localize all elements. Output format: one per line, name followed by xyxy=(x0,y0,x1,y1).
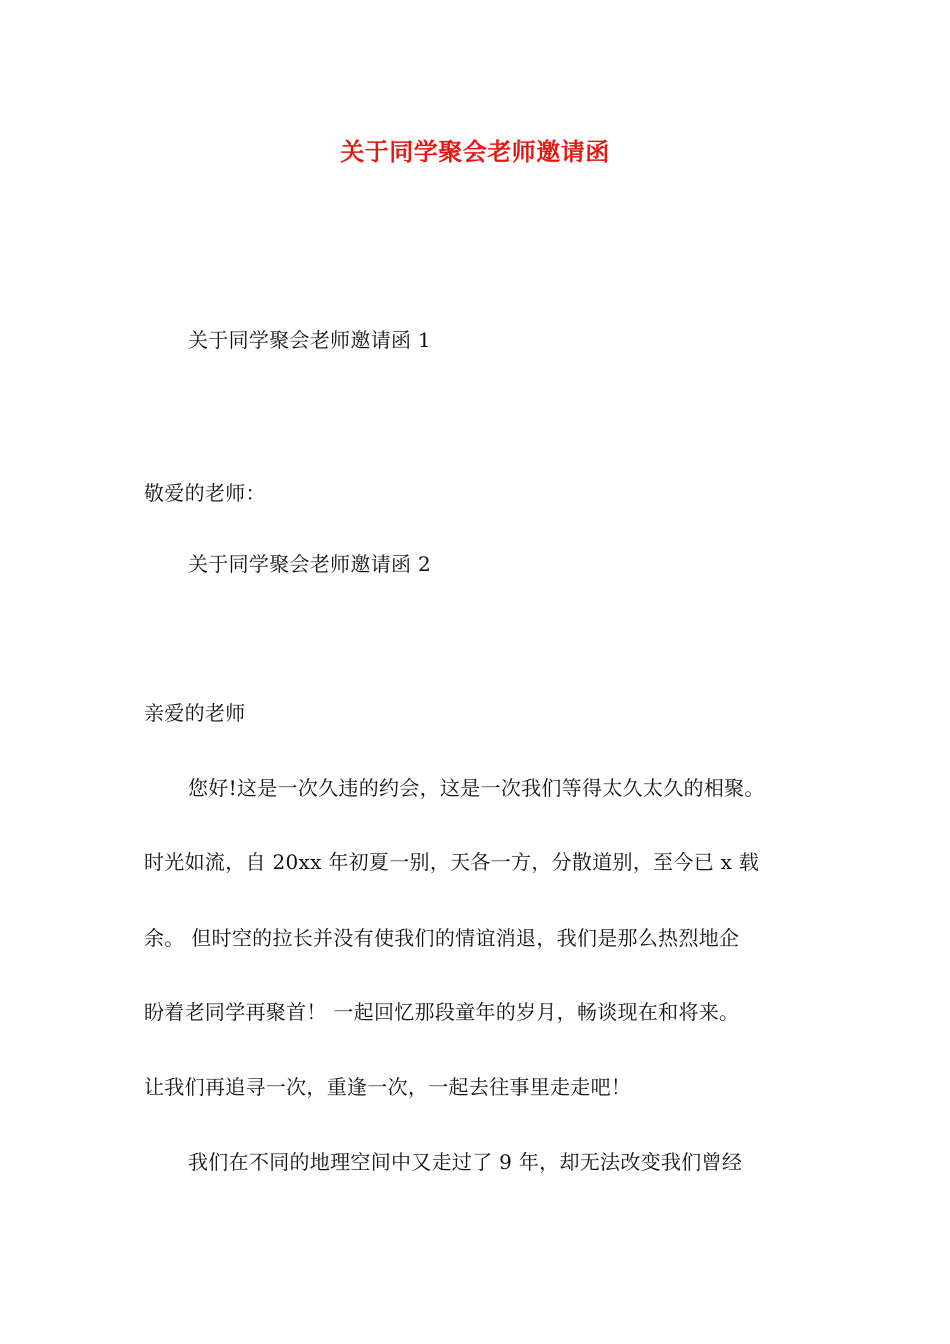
body-line-1: 您好!这是一次久违的约会，这是一次我们等得太久太久的相聚。 xyxy=(188,776,765,800)
body-line-2: 时光如流，自 20xx 年初夏一别，天各一方，分散道别，至今已 x 载 xyxy=(144,850,760,874)
salutation-1: 敬爱的老师： xyxy=(144,481,266,505)
section-heading-2: 关于同学聚会老师邀请函 2 xyxy=(188,552,431,576)
body-line-6: 我们在不同的地理空间中又走过了 9 年，却无法改变我们曾经 xyxy=(188,1150,743,1174)
body-line-4: 盼着老同学再聚首！ 一起回忆那段童年的岁月，畅谈现在和将来。 xyxy=(144,1000,740,1024)
body-line-5: 让我们再追寻一次，重逢一次，一起去往事里走走吧！ xyxy=(144,1075,632,1099)
section-heading-1: 关于同学聚会老师邀请函 1 xyxy=(188,328,431,352)
document-title: 关于同学聚会老师邀请函 xyxy=(340,137,610,166)
body-line-3: 余。 但时空的拉长并没有使我们的情谊消退，我们是那么热烈地企 xyxy=(144,926,740,950)
salutation-2: 亲爱的老师 xyxy=(144,701,246,725)
